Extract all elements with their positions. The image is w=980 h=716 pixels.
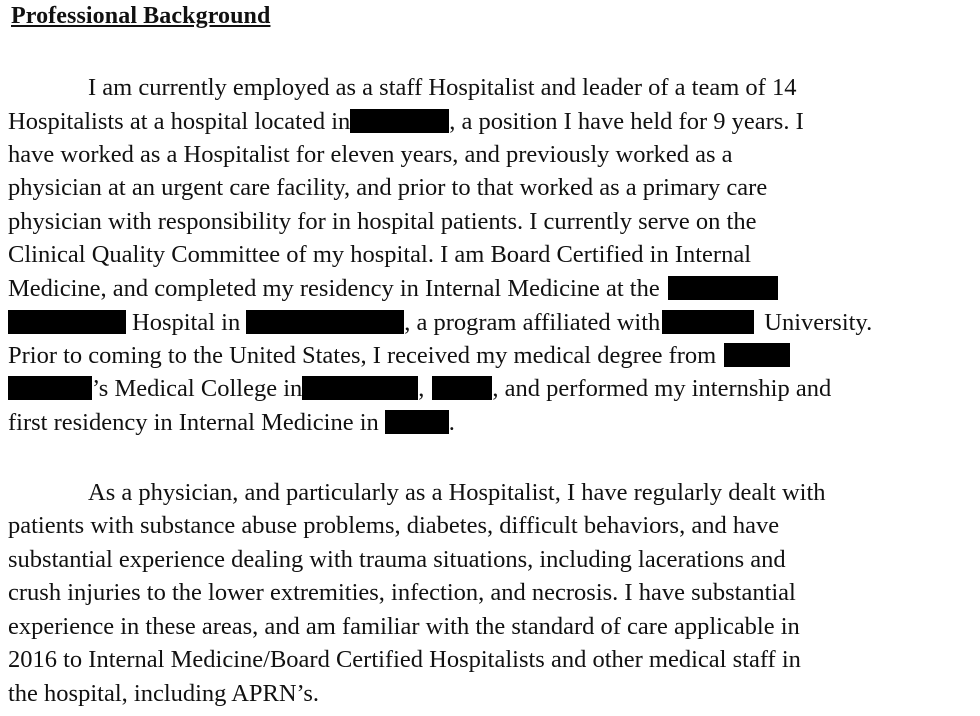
text-line (8, 543, 786, 576)
text-segment: . (448, 409, 455, 436)
text-segment: , a position I have held for 9 years. I (449, 108, 804, 135)
redaction-block (8, 376, 92, 400)
text-segment: University. (764, 309, 873, 336)
text-segment: first residency in Internal Medicine in (8, 409, 379, 436)
text-segment: , (418, 375, 425, 402)
text-segment: crush injuries to the lower extremities, infection, and necrosis. I have substantial (8, 579, 796, 606)
text-line (8, 406, 455, 439)
text-line (8, 238, 751, 271)
redaction-block (662, 310, 754, 334)
text-line (8, 272, 778, 305)
text-segment: Prior to coming to the United States, I received my medical degree from (8, 342, 717, 369)
text-line (8, 339, 790, 372)
text-line (8, 372, 831, 405)
text-line (8, 205, 756, 238)
text-segment: 2016 to Internal Medicine/Board Certified Hospitalists and other medical staff in (8, 646, 801, 673)
text-line (8, 105, 804, 138)
text-segment: the hospital, including APRN’s. (8, 680, 320, 707)
redaction-block (385, 410, 449, 434)
text-segment: patients with substance abuse problems, diabetes, difficult behaviors, and have (8, 512, 780, 539)
text-line (8, 306, 872, 339)
text-line (88, 476, 826, 509)
section-heading: Professional Background (11, 3, 271, 29)
redaction-block (350, 109, 449, 133)
text-line (8, 610, 800, 643)
text-line (8, 509, 779, 542)
text-segment: , a program affiliated with (404, 309, 661, 336)
text-segment: physician with responsibility for in hospital patients. I currently serve on the (8, 208, 757, 235)
text-line (8, 643, 801, 676)
redaction-block (302, 376, 418, 400)
text-segment: substantial experience dealing with trauma situations, including lacerations and (8, 546, 786, 573)
text-segment: Hospital in (132, 309, 241, 336)
text-segment: Hospitalists at a hospital located in (8, 108, 351, 135)
text-line (8, 576, 796, 609)
text-segment: have worked as a Hospitalist for eleven years, and previously worked as a (8, 141, 733, 168)
text-segment: , and performed my internship and (492, 375, 832, 402)
text-segment: Clinical Quality Committee of my hospital. I am Board Certified in Internal (8, 241, 752, 268)
redaction-block (432, 376, 492, 400)
text-segment: experience in these areas, and am familiar with the standard of care applicable in (8, 613, 800, 640)
redaction-block (246, 310, 404, 334)
redaction-block (8, 310, 126, 334)
text-segment: I am currently employed as a staff Hospitalist and leader of a team of 14 (88, 74, 797, 101)
text-segment: As a physician, and particularly as a Hospitalist, I have regularly dealt with (88, 479, 826, 506)
text-line (88, 71, 796, 104)
redaction-block (668, 276, 778, 300)
text-segment: Medicine, and completed my residency in Internal Medicine at the (8, 275, 660, 302)
text-line (8, 171, 767, 204)
text-line (8, 138, 733, 171)
text-line (8, 677, 319, 710)
text-segment: physician at an urgent care facility, and prior to that worked as a primary care (8, 174, 768, 201)
text-segment: ’s Medical College in (92, 375, 303, 402)
redaction-block (724, 343, 790, 367)
